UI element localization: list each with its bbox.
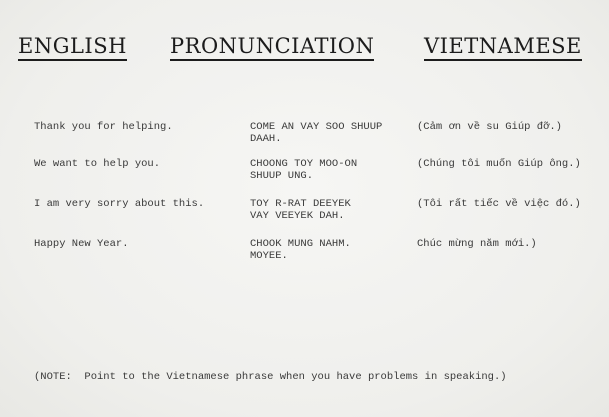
row-3-english: I am very sorry about this. <box>34 198 205 210</box>
row-4-english: Happy New Year. <box>34 238 129 250</box>
row-4-vietnamese: Chúc mừng năm mới.) <box>417 238 537 250</box>
row-3-pronunciation: TOY R-RAT DEEYEK VAY VEEYEK DAH. <box>250 198 351 222</box>
row-1-english: Thank you for helping. <box>34 121 173 133</box>
row-2-pronunciation: CHOONG TOY MOO-ON SHUUP UNG. <box>250 158 358 182</box>
row-2-english: We want to help you. <box>34 158 161 170</box>
row-2-vietnamese: (Chúng tôi muốn Giúp ông.) <box>417 158 581 170</box>
header-vietnamese: VIETNAMESE <box>424 34 582 61</box>
row-4-pronunciation: CHOOK MUNG NAHM. MOYEE. <box>250 238 351 262</box>
row-3-vietnamese: (Tôi rất tiếc về việc đó.) <box>417 198 581 210</box>
header-english: ENGLISH <box>18 34 127 61</box>
note-text: (NOTE: Point to the Vietnamese phrase when you have problems in speaking.) <box>34 371 507 383</box>
row-1-pronunciation: COME AN VAY SOO SHUUP DAAH. <box>250 121 383 145</box>
row-1-vietnamese: (Cảm ơn về su Giúp đỡ.) <box>417 121 562 133</box>
header-pronunciation: PRONUNCIATION <box>170 34 374 61</box>
